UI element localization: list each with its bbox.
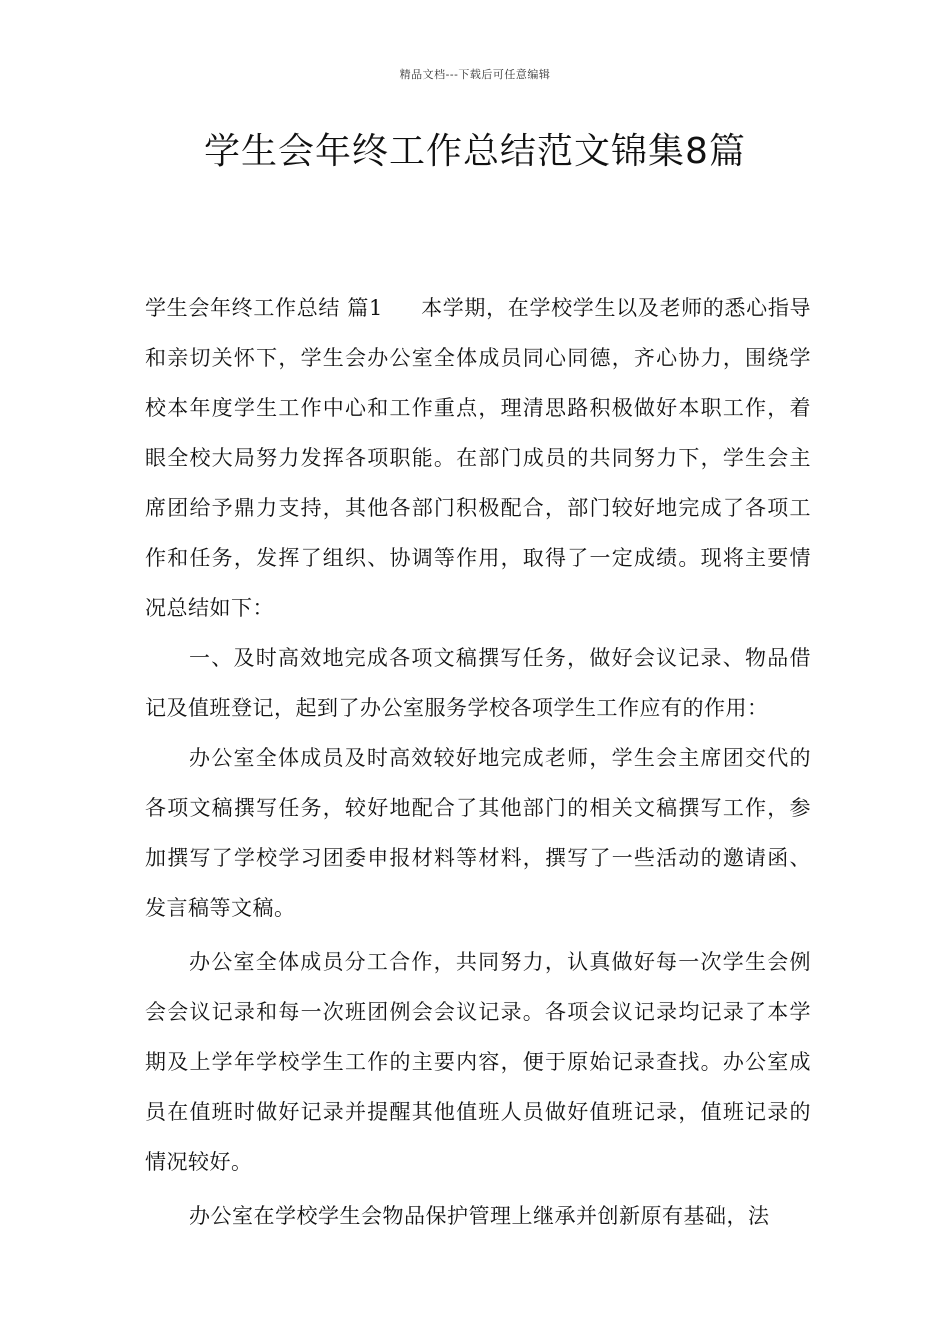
- paragraph-4: 办公室全体成员分工合作，共同努力，认真做好每一次学生会例会会议记录和每一次班团例会会议记录。各项会议记录均记录了本学期及上学年学校学生工作的主要内容，便于原始记录查找。办公室成员在值班时做好记录并提醒其他值班人员做好值班记录，值班记录的情况较好。: [145, 950, 811, 1174]
- header-note: 精品文档---下载后可任意编辑: [399, 68, 551, 81]
- paragraph-1: [145, 283, 811, 633]
- document-body: [145, 283, 811, 1241]
- paragraph-1-text: 本学期，在学校学生以及老师的悉心指导和亲切关怀下，学生会办公室全体成员同心同德，齐心协力，围绕学校本年度学生工作中心和工作重点，理清思路积极做好本职工作，着眼全校大局努力发挥各项职能。在部门成员的共同努力下，学生会主席团给予鼎力支持，其他各部门积极配合，部门较好地完成了各项工作和任务，发挥了组织、协调等作用，取得了一定成绩。现将主要情况总结如下：: [145, 296, 811, 620]
- paragraph-5: 办公室在学校学生会物品保护管理上继承并创新原有基础，法: [189, 1204, 770, 1228]
- section-label: 学生会年终工作总结 篇1: [145, 296, 383, 320]
- document-title: 学生会年终工作总结范文锦集8篇: [204, 131, 746, 172]
- paragraph-3: 办公室全体成员及时高效较好地完成老师，学生会主席团交代的各项文稿撰写任务，较好地配合了其他部门的相关文稿撰写工作，参加撰写了学校学习团委申报材料等材料，撰写了一些活动的邀请函、发言稿等文稿。: [145, 746, 811, 920]
- paragraph-2: 一、及时高效地完成各项文稿撰写任务，做好会议记录、物品借记及值班登记，起到了办公室服务学校各项学生工作应有的作用：: [145, 646, 811, 720]
